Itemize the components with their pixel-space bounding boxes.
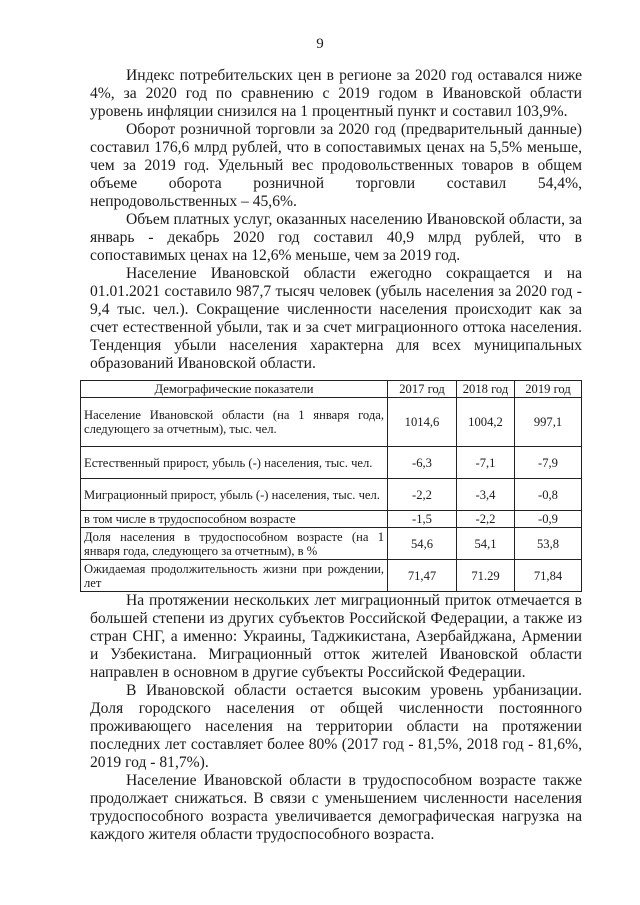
table-row xyxy=(81,560,582,592)
header-2019: 2019 год xyxy=(515,381,582,398)
cell-2019: 997,1 xyxy=(515,398,582,447)
cell-2017: -2,2 xyxy=(388,479,457,511)
cell-2019: -7,9 xyxy=(515,447,582,479)
paragraph-retail-turnover: Оборот розничной торговли за 2020 год (предварительный данные) составил 176,6 млрд рублей, что в сопоставимых ценах на 5,5% меньше, чем за 2019 год. Удельный вес продовольственных товаров в общем объеме оборота розничной торговли составил 54,4%, непродовольственных – 45,6%. xyxy=(90,121,582,210)
table-row xyxy=(81,398,582,447)
cell-2018: 54,1 xyxy=(457,528,515,560)
cell-2019: -0,9 xyxy=(515,511,582,528)
header-indicator: Демографические показатели xyxy=(81,381,388,398)
paragraph-urbanization: В Ивановской области остается высоким уровень урбанизации. Доля городского населения от общей численности постоянного проживающего населения на территории области на протяжении последних лет составляет более 80% (2017 год - 81,5%, 2018 год - 81,6%, 2019 год - 81,7%). xyxy=(90,682,582,771)
cell-2018: -3,4 xyxy=(457,479,515,511)
text-section-bottom xyxy=(90,592,582,844)
paragraph-population: Население Ивановской области ежегодно сокращается и на 01.01.2021 составило 987,7 тысяч человек (убыль населения за 2020 год - 9,4 тыс. чел.). Сокращение численности населения происходит как за счет естественной убыли, так и за счет миграционного оттока населения. Тенденция убыли населения характерна для всех муниципальных образований Ивановской области. xyxy=(90,265,582,372)
row-label: Ожидаемая продолжительность жизни при рождении, лет xyxy=(81,560,388,592)
demographics-table xyxy=(80,380,582,592)
table-row xyxy=(81,511,582,528)
table-row xyxy=(81,447,582,479)
row-label: Миграционный прирост, убыль (-) населения, тыс. чел. xyxy=(81,479,388,511)
paragraph-working-age: Население Ивановской области в трудоспособном возрасте также продолжает снижаться. В связи с уменьшением численности населения трудоспособного возраста увеличивается демографическая нагрузка на каждого жителя области трудоспособного возраста. xyxy=(90,772,582,843)
row-label: Естественный прирост, убыль (-) населения, тыс. чел. xyxy=(81,447,388,479)
cell-2018: -7,1 xyxy=(457,447,515,479)
row-label: Население Ивановской области (на 1 января года, следующего за отчетным), тыс. чел. xyxy=(81,398,388,447)
paragraph-paid-services: Объем платных услуг, оказанных населению Ивановской области, за январь - декабрь 2020 год составил 40,9 млрд рублей, что в сопоставимых ценах на 12,6% меньше, чем за 2019 год. xyxy=(90,211,583,264)
header-2017: 2017 год xyxy=(388,381,457,398)
cell-2019: 53,8 xyxy=(515,528,582,560)
header-2018: 2018 год xyxy=(457,381,515,398)
page-number: 9 xyxy=(316,36,324,52)
cell-2017: 71,47 xyxy=(388,560,457,592)
paragraph-migration: На протяжении нескольких лет миграционный приток отмечается в большей степени из других субъектов Российской Федерации, а также из стран СНГ, а именно: Украины, Таджикистана, Азербайджана, Армении и Узбекистана. Миграционный отток жителей Ивановской области направлен в основном в другие субъекты Российской Федерации. xyxy=(90,592,582,681)
table-header-row xyxy=(81,381,582,398)
table-row xyxy=(81,479,582,511)
paragraph-inflation: Индекс потребительских цен в регионе за 2020 год оставался ниже 4%, за 2020 год по сравнению с 2019 годом в Ивановской области уровень инфляции снизился на 1 процентный пункт и составил 103,9%. xyxy=(90,67,582,120)
cell-2019: -0,8 xyxy=(515,479,582,511)
cell-2019: 71,84 xyxy=(515,560,582,592)
cell-2017: 54,6 xyxy=(388,528,457,560)
row-label: Доля населения в трудоспособном возрасте (на 1 января года, следующего за отчетным), в % xyxy=(81,528,388,560)
text-section-top xyxy=(90,67,582,373)
cell-2018: -2,2 xyxy=(457,511,515,528)
cell-2017: 1014,6 xyxy=(388,398,457,447)
row-label: в том числе в трудоспособном возрасте xyxy=(81,511,388,528)
cell-2018: 71.29 xyxy=(457,560,515,592)
table-row xyxy=(81,528,582,560)
cell-2018: 1004,2 xyxy=(457,398,515,447)
cell-2017: -1,5 xyxy=(388,511,457,528)
cell-2017: -6,3 xyxy=(388,447,457,479)
